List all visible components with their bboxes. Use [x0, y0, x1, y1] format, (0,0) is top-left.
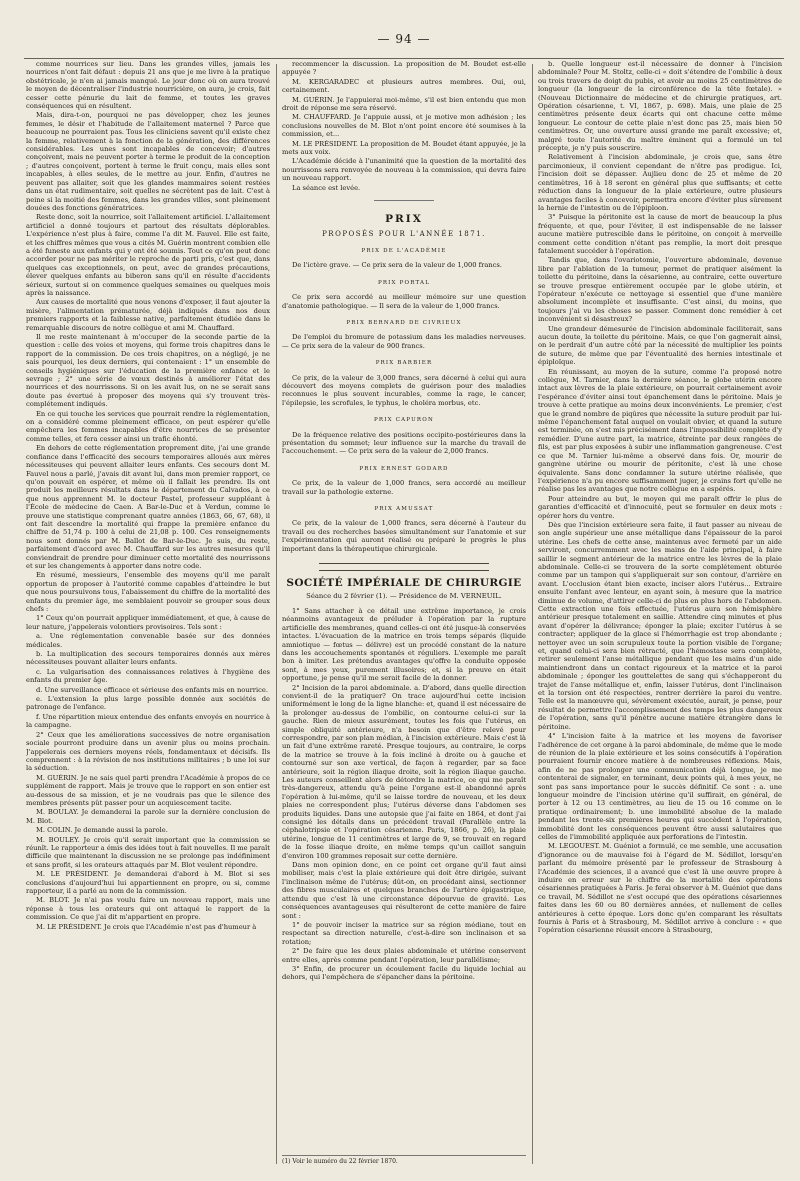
paragraph: comme nourrices sur lieu. Dans les grandes villes, jamais les nourrices n'ont fait défaut : depuis 21 ans que je me livre à la pratique obstétricale, je n'en ai jamais manqué. Le jour donc où on aura trouvé le moyen de décentraliser l'industrie nourricière, on aura, je crois, fait cesser cette pénurie du lait de femme, et toutes les graves conséquences qui en résultent.	[26, 60, 270, 111]
prix-description: Ce prix, de la valeur de 1,000 francs, sera accordé au meilleur travail sur la pathologie externe.	[282, 479, 526, 496]
paragraph: 4° L'incision faite à la matrice et les moyens de favoriser l'adhérence de cet organe à la paroi abdominale, de même que le mode de réunion de la plaie extérieure et les soins consécutifs à l'opération pourraient fournir encore matière à de nombreuses réflexions. Mais, afin de ne pas prolonger une communication déjà longue, je me contenterai de signaler, en terminant, deux points qui, à mes yeux, ne sont pas sans importance pour le succès définitif. Ce sont : a. une longueur moindre de l'incision utérine qu'il suffirait, en général, de porter à 12 ou 13 centimètres, au lieu de 15 ou 16 comme on le pratique ordinairement; b. une immobilité absolue de la malade pendant les trente-six premières heures qui succèdent à l'opération, immobilité dont les conséquences peuvent être aussi salutaires que celles de l'immobilité appliquée aux perforations de l'intestin.	[538, 732, 782, 841]
paragraph: 1° Sans attacher à ce détail une extrême importance, je crois néanmoins avantageux de préluder à l'opération par la rupture artificielle des membranes, quand celles-ci ont été jusque-là conservées intactes. L'évacuation de la matrice en trois temps séparés (liquide amniotique — fœtus — délivre) est un procédé constant de la nature dans les accouchements spontanés et réguliers. L'exemple me paraît bon à imiter. Les prétendus avantages qu'offre la conduite opposée sont, à mes yeux, purement illusoires; et, si la preuve en était opportune, je pense qu'il me serait facile de la donner.	[282, 606, 526, 683]
footnote: (1) Voir le numéro du 22 février 1870.	[282, 1155, 526, 1166]
paragraph: L'Académie décide à l'unanimité que la question de la mortalité des nourrissons sera renvoyée de nouveau à la commission, qui devra faire un nouveau rapport.	[282, 157, 526, 183]
ornament-divider	[319, 563, 489, 571]
prix-title: PRIX	[385, 213, 423, 226]
newspaper-page	[18, 24, 790, 1174]
paragraph: b. Quelle longueur est-il nécessaire de donner à l'incision abdominale? Pour M. Stoltz, celle-ci « doit s'étendre de l'ombilic à deux ou trois travers de doigt du pubis, et avoir au moins 25 centimètres de longueur (la longueur de la circonférence de la tête fœtale). » (Nouveau Dictionnaire de médecine et de chirurgie pratiques, art. Opération césarienne, t. VI, 1867, p. 698). Mais, une plaie de 25 centimètres présente deux écarts qui ont chacune cette même longueur. Le contour de cette plaie n'est donc pas 25, mais bien 50 centimètres. Or, une ouverture aussi grande me paraît excessive; et, malgré toute l'autorité du maître éminent qui a formulé un tel précepte, je n'y puis souscrire.	[538, 60, 782, 153]
prix-list	[282, 247, 526, 553]
paragraph: Pour atteindre au but, le moyen qui me paraît offrir le plus de garanties d'efficacité et d'innocuité, peut se formuler en deux mots : opérer hors du ventre.	[538, 494, 782, 520]
prix-name: PRIX PORTAL	[377, 279, 431, 286]
societe-title: SOCIÉTÉ IMPÉRIALE DE CHIRURGIE	[286, 577, 522, 590]
paragraph: En ce qui touche les services que pourrait rendre la réglementation, on a considéré comme pleinement efficace, on peut espérer qu'elle empêchera les femmes incapables d'être nourrices de se présenter comme telles, et fera cesser ainsi un trafic éhonté.	[26, 409, 270, 443]
paragraph: 2° Ceux que les améliorations successives de notre organisation sociale pourront produire dans un avenir plus ou moins prochain. J'appelerais ces derniers moyens réels, fondamentaux et décisifs. Ils comprennent : à la révision de nos institutions militaires ; b une loi sur la séduction.	[26, 730, 270, 773]
paragraph: Mais, dira-t-on, pourquoi ne pas développer, chez les jeunes femmes, le désir et l'habitude de l'allaitement maternel ? Parce que beaucoup ne pourraient pas. Tous les cliniciens savent qu'il existe chez la femme, relativement à la fonction de la génération, des différences considérables. Les unes sont incapables de concevoir; d'autres conçoivent, mais ne peuvent porter à terme le produit de la conception ; d'autres conçoivent, portent à terme le fruit conçu, mais elles sont incapables, à elles seules, de le mettre au jour. Enfin, d'autres ne peuvent pas allaiter, soit que les glandes mammaires soient restées dans un état rudimentaire, soit quelles ne sécrètent pas de lait. C'est à peine si la moitié des femmes, dans les grandes villes, sont pleinement douées des fonctions génératrices.	[26, 111, 270, 212]
paragraph: f. Une répartition mieux entendue des enfants envoyés en nourrice à la campagne.	[26, 712, 270, 730]
paragraph: M. GUÉRIN. Je l'appuierai moi-même, s'il est bien entendu que mon droit de réponse me sera réservé.	[282, 95, 526, 113]
prix-description: Ce prix, de la valeur de 1,000 francs, sera décerné à l'auteur du travail ou des recherches basées simultanément sur l'anatomie et sur l'expérimentation qui auront réalisé ou préparé le progrès le plus important dans la thérapeutique chirurgicale.	[282, 519, 526, 553]
prix-description: Ce prix, de la valeur de 3,000 francs, sera décerné à celui qui aura découvert des moyens complets de guérison pour des maladies reconnues le plus souvent incurables, comme la rage, le cancer, l'épilepsie, les scrofules, le typhus, le choléra morbus, etc.	[282, 373, 526, 407]
paragraph: c. La vulgarisation des connaissances relatives à l'hygiène des enfants du premier âge.	[26, 667, 270, 685]
paragraph: 3° Puisque la péritonite est la cause de mort de beaucoup la plus fréquente, et que, pour l'éviter, il est indispensable de ne laisser aucune matière putrescible dans le péritoine, on conçoit à merveille comment cette condition n'étant pas remplie, la mort doit presque fatalement succéder à l'opération.	[538, 213, 782, 255]
discussion-end	[282, 60, 526, 192]
paragraph: 2° De faire que les deux plaies abdominale et utérine conservent entre elles, après comme pendant l'opération, leur parallélisme;	[282, 947, 526, 964]
column-3	[538, 60, 782, 1170]
paragraph: M. LEGOUEST. M. Guéniot a formulé, ce me semble, une accusation d'ignorance ou de mauvaise foi à l'égard de M. Sédillot, lorsqu'en parlant du mémoire présenté par le professeur de Strasbourg à l'Académie des sciences, il a avancé que c'est là une œuvre propre à induire en erreur sur le chiffre de la mortalité des opérations césariennes pratiquées à Paris. Je ferai observer à M. Guéniot que dans ce travail, M. Sédillot ne s'est occupé que des opérations césariennes faites dans les 60 ou 80 dernières années, et nullement de celles antérieures à cette époque. Lors donc qu'en comparant les résultats fournis à Paris et à Strasbourg, M. Sédillot arrive à conclure : « que l'opération césarienne réussit encore à Strasbourg,	[538, 842, 782, 935]
column-1	[26, 60, 270, 1170]
paragraph: Aux causes de mortalité que nous venons d'exposer, il faut ajouter la misère, l'alimentation prématurée, déjà indiqués dans nos deux premiers rapports et la faiblesse native, parfaitement étudiée dans le remarquable discours de notre collègue et ami M. Chauffard.	[26, 298, 270, 332]
section-rule	[374, 200, 434, 201]
paragraph: 1° Ceux qu'on pourrait appliquer immédiatement, et que, à cause de leur nature, j'appelerais volontiers provisoires. Tels sont :	[26, 614, 270, 631]
paragraph: Relativement à l'incision abdominale, je crois que, sans être parcimonieux, il convient cependant de n'être pas prodigue. Ici, l'incision doit se dépasser. Aujlieu donc de 25 et même de 20 centimètres, 16 à 18 seront en général plus que suffisants; et cette réduction dans la longueur de la plaie extérieure, outre plusieurs avantages faciles à concevoir, permettra encore d'éviter plus sûrement la hernie de l'intestin ou de l'épiploon.	[538, 153, 782, 212]
column-divider	[532, 64, 533, 1164]
paragraph: 3° Enfin, de procurer un écoulement facile du liquide lochial au dehors, qui l'empêchera de s'épancher dans la péritoine.	[282, 964, 526, 982]
prix-name: PRIX BERNARD DE CIVRIEUX	[346, 319, 462, 326]
paragraph: En résumé, messieurs, l'ensemble des moyens qu'il me paraît opportun de proposer à l'autorité comme capables d'atteindre le but que nous poursuivons tous, l'abaissement du chiffre de la mortalité des enfants du premier âge, me semblaient pouvoir se grouper sous deux chefs :	[26, 571, 270, 613]
paragraph: Dans mon opinion donc, en ce point cet organe qu'il faut ainsi mobiliser, mais c'est la plaie extérieure qui doit être dirigée, suivant l'inclinaison même de l'utérus; dût-on, en procédant ainsi, sectionner des fibres musculaires et quelques branches de l'artère épigastrique, attendu que c'est là une circonstance dépourvue de gravité. Les conséquences avantageuses qui résulteront de cette manière de faire sont :	[282, 861, 526, 920]
paragraph: M. KERGARADEC et plusieurs autres membres. Oui, oui, certainement.	[282, 77, 526, 95]
paragraph: M. LE PRÉSIDENT. Je demanderai d'abord à M. Blot si ses conclusions d'aujourd'hui lui appartiennent en propre, ou si, comme rapporteur, il a parlé au nom de la commission.	[26, 870, 270, 895]
prix-description: De l'ictère grave. — Ce prix sera de la valeur de 1,000 francs.	[292, 261, 502, 270]
paragraph: M. BOULEY. Je crois qu'il serait important que la commission se réunît. Le rapporteur a émis des idées tout à fait nouvelles. Il me paraît difficile que maintenant la discussion ne se prolonge pas indéfiniment et sans profit, si les orateurs attaqués par M. Blot veulent répondre.	[26, 835, 270, 869]
paragraph: La séance est levée.	[292, 183, 361, 192]
paragraph: Il me reste maintenant à m'occuper de la seconde partie de la question : celle des voies et moyens, qui forme trois chapitres dans le rapport de la commission. De ces trois chapitres, on a négligé, je ne sais pourquoi, les deux derniers, qui contenaient : 1° un ensemble de conseils hygiéniques sur l'éducation de la première enfance et le sevrage ; 2° une série de vœux destinés à améliorer l'état des nourrices et des nourrissons. Si on les avait lus, on ne se serait sans doute pas évertué à proposer des moyens qui s'y trouvent très-complétement indiqués.	[26, 333, 270, 409]
prix-name: PRIX DE L'ACADÉMIE	[361, 247, 447, 254]
prix-name: PRIX CAPURON	[374, 417, 434, 424]
page-number: — 94 —	[377, 32, 431, 46]
paragraph: En réunissant, au moyen de la suture, comme l'a proposé notre collègue, M. Tarnier, dans la dernière séance, le globe utérin encore intact aux lèvres de la plaie extérieure, on pourrait certainement avoir l'espérance d'éviter ainsi tout épanchement dans le péritoine. Mais je trouve à cette pratique au moins deux inconvénients. Le premier, c'est que le grand nombre de piqûres que nécessite la suture produit par lui-même l'épanchement fatal auquel on voulait obvier, et quand la suture est terminée, on s'est mis précisément dans l'impossibilité complète d'y remédier. D'une autre part, la matrice, étreinte par deux rangées de fils, est par plus exposées à subir une inflammation gangreneuse. C'est ce que M. Tarnier lui-même a observé dans fois. Or, mourir de gangrène utérine ou mourir de péritonite, c'est là une chose équivalente. Sans donc condamner la suture utérine réalisée, que l'expérience n'a pu encore suffisamment juger, je crains fort qu'elle ne réalise pas les avantages que notre collègue en a espérés.	[538, 367, 782, 494]
paragraph: Reste donc, soit la nourrice, soit l'allaitement artificiel. L'allaitement artificiel a donné toujours et partout des résultats déplorables. L'expérience n'est plus à faire, comme l'a dit M. Fauvel. Elle est faite, et les chiffres mêmes que vous a cités M. Guérin montrent combien elle a été funeste aux enfants qui y ont été soumis. Tout ce qu'on peut donc accorder pour ne pas mériter le reproche de parti pris, c'est que, dans quelques cas exceptionnels, on peut, avec de grandes précautions, élever quelques enfants au biberon sans qu'il en résulte d'accidents sérieux, surtout si on commence quelques semaines ou quelques mois après la naissance.	[26, 213, 270, 297]
paragraph: M. BLOT. Je n'ai pas voulu faire un nouveau rapport, mais une réponse à tous les orateurs qui ont attaqué le rapport de la commission. Ce que j'ai dit m'appartient en propre.	[26, 896, 270, 922]
paragraph: M. GUÉRIN. Je ne sais quel parti prendra l'Académie à propos de ce supplément de rapport. Mais je trouve que le rapport en son entier est au-dessous de sa mission, et je ne voudrais pas que le silence des membres présents pût passer pour un acquiescement tacite.	[26, 773, 270, 807]
paragraph: 1° de pouvoir inciser la matrice sur sa région médiane, tout en respectant sa direction naturelle, c'est-à-dire son inclinaison et sa rotation;	[282, 920, 526, 946]
paragraph: b. La multiplication des secours temporaires donnés aux mères nécessiteuses pouvant allaiter leurs enfants.	[26, 650, 270, 667]
paragraph: Dès que l'incision extérieure sera faite, il faut passer au niveau de son angle supérieur une anse métallique dans l'épaisseur de la paroi utérine. Les chefs de cette anse, maintenus avec fermeté par un aide serviront, concurremment avec les mains de l'aide principal, à faire saillir le segment antérieur de la matrice entre les lèvres de la plaie abdominale. Celle-ci se trouvera de la sorte complétement obturée comme par un tampon qui s'appliquerait sur son contour, d'arrière en avant. L'occlusion étant bien exacte, inciser alors l'utérus... Extraire ensuite l'enfant avec lenteur, en ayant soin, à mesure que la matrice diminue de volume, d'attirer celle-ci de plus en plus hors de l'abdomen. Cette extraction une fois effectuée, l'utérus aura son hémisphère antérieur presque totalement en saillie. Attendre cinq minutes et plus avant d'opérer la délivrance; éponger la plaie; exciter l'utérus à se contracter; appliquer de la glace si l'hémorrhagie est trop abondante ; nettoyer avec un soin scrupuleux toute la portion visible de l'organe; et, quand celui-ci sera bien rétracté, que l'hémostase sera complète, retirer seulement l'anse métallique pendant que les mains d'un aide maintiendront dans un contact rigoureux et la matrice et la paroi abdominale ; éponger les gouttelettes de sang qui s'échapperont du trajet de l'anse métallique et, enfin, laisser l'utérus, dont l'inclinaison et la torsion ont été respectées, rentrer derrière la paroi du ventre. Telle est la manœuvre qui, sévèrement exécutée, aurait, je pense, pour résultat de permettre l'accomplissement des temps les plus dangereux de l'opération, sans qu'il pénètre aucune matière étrangère dans le péritoine.	[538, 520, 782, 731]
prix-description: De l'emploi du bromure de potassium dans les maladies nerveuses. — Ce prix sera de la valeur de 900 francs.	[282, 333, 526, 350]
paragraph: M. LE PRÉSIDENT. Je crois que l'Académie n'est pas d'humeur à	[36, 922, 257, 931]
prix-description: De la fréquence relative des positions occipito-postérieures dans la présentation du sommet; leur influence sur la marche du travail de l'accouchement. — Ce prix sera de la valeur de 2,000 francs.	[282, 430, 526, 456]
paragraph: M. COLIN. Je demande aussi la parole.	[36, 826, 168, 835]
paragraph: e. L'extension la plus large possible donnée aux sociétés de patronage de l'enfance.	[26, 695, 270, 712]
paragraph: M. LE PRÉSIDENT. La proposition de M. Boudet étant appuyée, je la mets aux voix.	[282, 139, 526, 157]
paragraph: 2° Incision de la paroi abdominale. a. D'abord, dans quelle direction convient-il de la pratiquer? On trace aujourd'hui cette incision uniformément le long de la ligne blanche: et, quand il est nécessaire de la prolonger au-dessus de l'ombilic, on contourne celui-ci sur la gauche. Rien de mieux assurément, toutes les fois que l'utérus, en simple obliquité antérieure, n'a besoin que d'être relevé pour correspondre, par son plan médian, à l'incision extérieure. Mais c'est là un fait d'une extrême rareté. Presque toujours, au contraire, le corps de la matrice se trouve à la fois incliné à droite ou à gauche et contourné sur son axe vertical, de façon à regarder, par sa face antérieure, soit la région iliaque droite, soit la région iliaque gauche. Les auteurs conseillent alors de détordre la matrice, ce qui me paraît très-dangereux, attendu qu'à peine l'organe est-il abandonné après l'opération à lui-même, qu'il se laisse tordre de nouveau, et les deux plaies ne correspondent plus; l'utérus déverse dans l'abdomen ses produits liquides. Dans une autopsie que j'ai faite en 1864, et dont j'ai consigné les détails dans un précédent travail (Parallèle entre la céphalotripsie et l'opération césarienne. Paris, 1866, p. 26), la plaie utérine, longue de 11 centimètres et large de 9, se trouvait en regard de la fosse iliaque droite, en même temps qu'un caillot sanguin d'environ 100 grammes reposait sur cette dernière.	[282, 683, 526, 860]
paragraph: d. Une surveillance efficace et sérieuse des enfants mis en nourrice.	[36, 685, 268, 694]
column-2	[282, 60, 526, 1170]
prix-name: PRIX BARBIER	[375, 360, 433, 367]
paragraph: a. Une réglementation convenable basée sur des données médicales.	[26, 632, 270, 649]
paragraph: M. CHAUFFARD. Je l'appuie aussi, et je motive mon adhésion ; les conclusions nouvelles de M. Blot n'ont point encore été soumises à la commission, et...	[282, 113, 526, 139]
paragraph: En dehors de cette réglementation proprement dite, j'ai une grande confiance dans l'efficacité des secours temporaires alloués aux mères nécessiteuses qui peuvent allaiter leurs enfants. Ces secours dont M. Fauvel nous a parlé, j'avais dit avant lui, dans mon premier rapport, ce qu'on pouvait en espérer, et même où il fallait les prendre. Ils ont produit les meilleurs résultats dans le département du Calvados, à ce que nous apprennent M. le docteur Pastel, professeur suppléant à l'École de médecine de Caen. A Bar-le-Duc et à Verdun, comme le prouve une statistique comprenant quatre années (1863, 66, 67, 68), il ont fait descendre la mortalité qui frappe la première enfance du chiffre de 51,74 p. 100 à celui de 21,08 p. 100. Ces renseignements nous sont donnés par M. Ballot de Bar-le-Duc. Je suis, du reste, parfaitement d'accord avec M. Chauffard sur les autres mesures qu'il conviendrait de prendre pour diminuer cette mortalité des nourrissons et sur les changements à apporter dans notre code.	[26, 444, 270, 570]
prix-description: Ce prix sera accordé au meilleur mémoire sur une question d'anatomie pathologique. — Il sera de la valeur de 1,000 francs.	[282, 293, 526, 310]
prix-subtitle: PROPOSÉS POUR L'ANNÉE 1871.	[322, 229, 486, 238]
prix-name: PRIX AMUSSAT	[374, 506, 434, 513]
column-divider	[276, 64, 277, 1164]
societe-text	[282, 607, 526, 982]
paragraph: Tandis que, dans l'ovariotomie, l'ouverture abdominale, devenue libre par l'ablation de la tumeur, permet de pratiquer aisément la toilette du péritoine, dans la césarienne, au contraire, cette ouverture se trouve presque entièrement occupée par le globe utérin, et l'opérateur n'exécute ce nettoyage si essentiel que d'une manière absolument incomplète et insuffisante. C'est ainsi, du moins, que toujours j'ai vu les choses se passer. Comment donc remédier à cet inconvénient si désastreux?	[538, 256, 782, 324]
paragraph: recommencer la discussion. La proposition de M. Boudet est-elle appuyée ?	[282, 60, 526, 77]
paragraph: Une grandeur démesurée de l'incision abdominale faciliterait, sans aucun doute, la toilette du péritoine. Mais, ce que l'on gagnerait ainsi, on le perdrait d'un autre côté par la nécessité de multiplier les points de suture, de même que par l'éventualité des hernies intestinale et épiploïque.	[538, 324, 782, 367]
paragraph: M. BOULAY. Je demanderai la parole sur la dernière conclusion de M. Blot.	[26, 808, 270, 825]
seance-line: Séance du 2 février (1). — Présidence de M. VERNEUIL.	[306, 592, 502, 601]
header-rule	[24, 58, 784, 59]
prix-name: PRIX ERNEST GODARD	[359, 465, 449, 472]
